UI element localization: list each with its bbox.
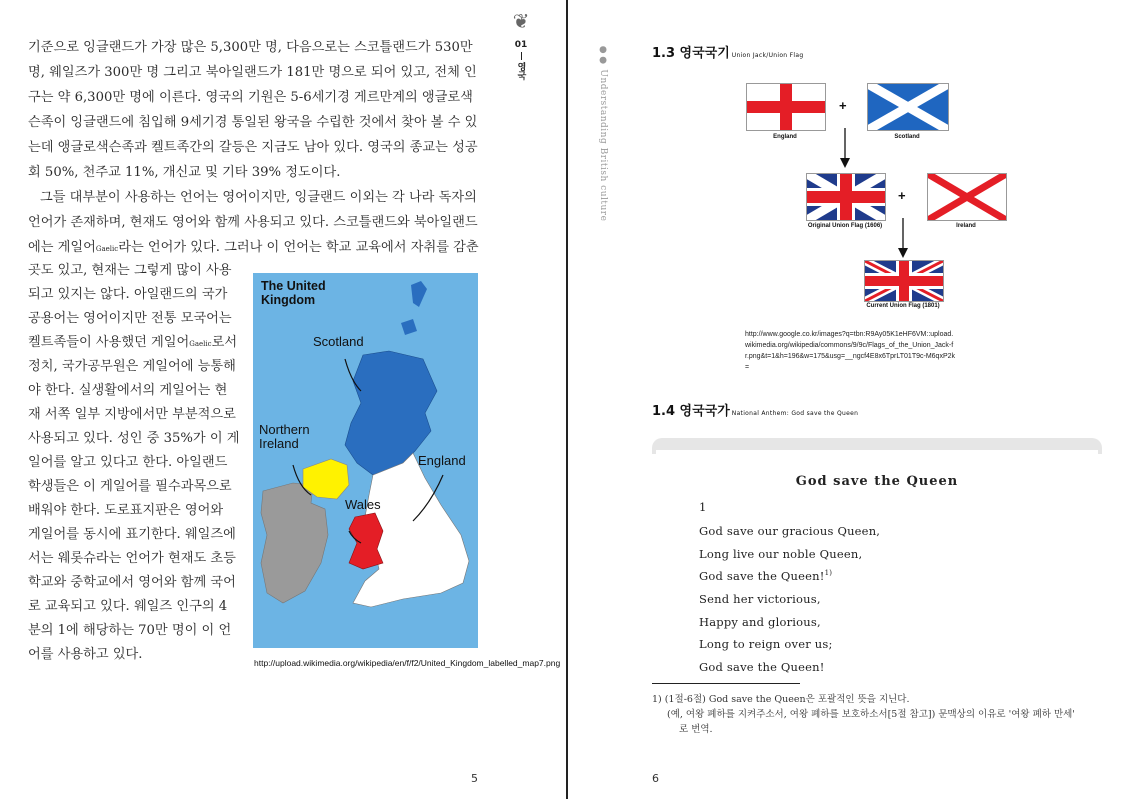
anthem-line: Send her victorious, bbox=[699, 592, 821, 606]
flag-source-url: http://www.google.co.kr/images?q=tbn:R9Ay05K1eHF6VM::upload.wikimedia.org/wikipedia/commons/9/9c/Flags_of_the_Union_Jack-fr.png&t=1&h=196&w=175&usg=__ngcf4E8x6TprLT01T9c-M6qxP2k= bbox=[745, 331, 956, 371]
anthem-box-inner bbox=[656, 450, 1098, 673]
text-line: 에는 게일어Gaelic라는 언어가 있다. 그러나 이 언어는 학교 교육에서 자취를 감춘 bbox=[28, 240, 479, 255]
flag-scotland bbox=[867, 83, 949, 131]
chapter-tab bbox=[508, 10, 534, 80]
text-line: 명, 웨일즈가 300만 명 그리고 북아일랜드가 181만 명으로 되어 있고, 전체 인 bbox=[28, 65, 477, 80]
section-heading-anthem bbox=[652, 400, 858, 419]
anthem-line: Long live our noble Queen, bbox=[699, 547, 863, 561]
section-subtitle: National Anthem: God save the Queen bbox=[731, 410, 859, 417]
leaf-ornament-icon: ❦ bbox=[512, 9, 530, 33]
text-line: 곳도 있고, 현재는 그렇게 많이 사용 bbox=[28, 263, 232, 278]
text-line: 구는 약 6,300만 명에 이른다. 영국의 기원은 5-6세기경 게르만계의 앵글로색 bbox=[28, 90, 473, 105]
gaelic-term: Gaelic bbox=[95, 245, 119, 253]
plus-sign: + bbox=[898, 188, 906, 203]
anthem-line bbox=[699, 569, 832, 583]
flag-caption-england: England bbox=[773, 134, 797, 140]
text-line: 게일어를 동시에 표기한다. 웨일즈에 bbox=[28, 527, 236, 542]
text-line: 그들 대부분이 사용하는 언어는 영어이지만, 잉글랜드 이외는 각 나라 독자의 bbox=[40, 190, 477, 205]
flag-ireland-saltire bbox=[927, 173, 1007, 221]
flag-caption-original: Original Union Flag (1606) bbox=[807, 223, 883, 229]
map-label-scotland: Scotland bbox=[313, 334, 364, 349]
section-title: 1.3 영국국기 bbox=[652, 46, 730, 61]
section-title: 1.4 영국국가 bbox=[652, 404, 730, 419]
anthem-box bbox=[652, 438, 1102, 673]
plus-sign: + bbox=[839, 98, 847, 113]
anthem-title: God save the Queen bbox=[795, 474, 959, 489]
page-number: 6 bbox=[652, 772, 659, 785]
map-label-england: England bbox=[418, 453, 466, 468]
current-union-flag-graphic bbox=[865, 261, 943, 301]
footnote-line: (예, 여왕 폐하를 지켜주소서, 여왕 폐하를 보호하소서[5절 참고]) 문맥상의 이유로 '여왕 폐하 만세' bbox=[667, 709, 1075, 720]
map-label-northern-ireland: Northern Ireland bbox=[259, 422, 310, 451]
text-line: 켈트족들이 사용했던 게일어Gaelic로서 bbox=[28, 335, 238, 350]
chapter-number: 01 bbox=[514, 40, 528, 50]
text-line: 서는 웨롯슈라는 언어가 현재도 초등 bbox=[28, 551, 236, 566]
map-title: The United Kingdom bbox=[261, 279, 326, 307]
text-line: 일어를 알고 있다고 한다. 아일랜드 bbox=[28, 455, 228, 470]
flag-england bbox=[746, 83, 826, 131]
anthem-line: Long to reign over us; bbox=[699, 637, 833, 651]
footnote-mark: 1) bbox=[824, 569, 833, 578]
section-heading-flag bbox=[652, 42, 803, 61]
text-line: 사용되고 있다. 성인 중 35%가 이 게 bbox=[28, 431, 240, 446]
text-line: 로 교육되고 있다. 웨일즈 인구의 4 bbox=[28, 599, 228, 614]
text-line: 언어가 존재하며, 현재도 영어와 함께 사용되고 있다. 스코틀랜드와 북아일랜드 bbox=[28, 215, 478, 230]
flag-caption-ireland: Ireland bbox=[956, 223, 976, 229]
text-line: 슨족이 잉글랜드에 침입해 9세기경 통일된 왕국을 수립한 것에서 찾아 볼 수 있 bbox=[28, 115, 478, 130]
wales-region bbox=[349, 513, 383, 569]
uk-map bbox=[253, 273, 478, 648]
text-line: 는데 앵글로색슨족과 켈트족간의 갈등은 지금도 남아 있다. 영국의 종교는 성공 bbox=[28, 140, 478, 155]
footnote-rule bbox=[652, 683, 800, 684]
flag-original-union bbox=[806, 173, 886, 221]
footnote-line: 로 번역. bbox=[679, 724, 713, 735]
text-line: 학생들은 이 게일어를 필수과목으로 bbox=[28, 479, 232, 494]
flag-caption-current: Current Union Flag (1801) bbox=[866, 303, 940, 309]
text-line: 되고 있지는 않다. 아일랜드의 국가 bbox=[28, 287, 228, 302]
orkney-islands bbox=[401, 281, 427, 335]
page-number: 5 bbox=[471, 772, 478, 785]
text-line: 야 한다. 실생활에서의 게일어는 현 bbox=[28, 383, 228, 398]
chapter-divider bbox=[521, 52, 522, 60]
ireland-saltire-graphic bbox=[928, 174, 1006, 220]
footnote-line: 1) (1절-6절) God save the Queen은 포괄적인 뜻을 지닌다. bbox=[652, 694, 910, 705]
anthem-line: God save the Queen! bbox=[699, 660, 825, 674]
text-line: 배워야 한다. 도로표지판은 영어와 bbox=[28, 503, 224, 518]
text-line: 회 50%, 천주교 11%, 개신교 및 기타 39% 정도이다. bbox=[28, 165, 341, 180]
anthem-line-text: God save the Queen! bbox=[699, 569, 825, 583]
map-caption: http://upload.wikimedia.org/wikipedia/en/f/f2/United_Kingdom_labelled_map7.png bbox=[254, 658, 561, 668]
text-line: 학교와 중학교에서 영어와 함께 국어 bbox=[28, 575, 236, 590]
map-label-wales: Wales bbox=[345, 497, 381, 512]
original-union-flag-graphic bbox=[807, 174, 885, 220]
anthem-line: God save our gracious Queen, bbox=[699, 524, 881, 538]
england-flag-graphic bbox=[747, 84, 825, 130]
arrow-down-icon bbox=[839, 128, 851, 168]
ireland-region bbox=[261, 483, 328, 603]
side-running-title: ●● Understanding British culture bbox=[598, 45, 608, 222]
text-line: 분의 1에 해당하는 70만 명이 이 언 bbox=[28, 623, 232, 638]
verse-number: 1 bbox=[699, 500, 707, 514]
text-line: 정치, 국가공무원은 게일어에 능통해 bbox=[28, 359, 236, 374]
left-page bbox=[0, 0, 567, 799]
text-line: 공용어는 영어이지만 전통 모국어는 bbox=[28, 311, 232, 326]
text-line: 어를 사용하고 있다. bbox=[28, 647, 143, 662]
flag-caption-scotland: Scotland bbox=[894, 134, 920, 140]
arrow-down-icon bbox=[897, 218, 909, 258]
text-line: 재 서쪽 일부 지방에서만 부분적으로 bbox=[28, 407, 236, 422]
page-gutter bbox=[566, 0, 568, 799]
anthem-line: Happy and glorious, bbox=[699, 615, 821, 629]
gaelic-term: Gaelic bbox=[189, 340, 212, 348]
text-line: 기준으로 잉글랜드가 가장 많은 5,300만 명, 다음으로는 스코틀랜드가 530만 bbox=[28, 40, 473, 55]
chapter-title: 영국 bbox=[515, 62, 526, 80]
flag-current-union bbox=[864, 260, 944, 302]
section-subtitle: Union Jack/Union Flag bbox=[731, 52, 804, 59]
scotland-flag-graphic bbox=[868, 84, 948, 130]
